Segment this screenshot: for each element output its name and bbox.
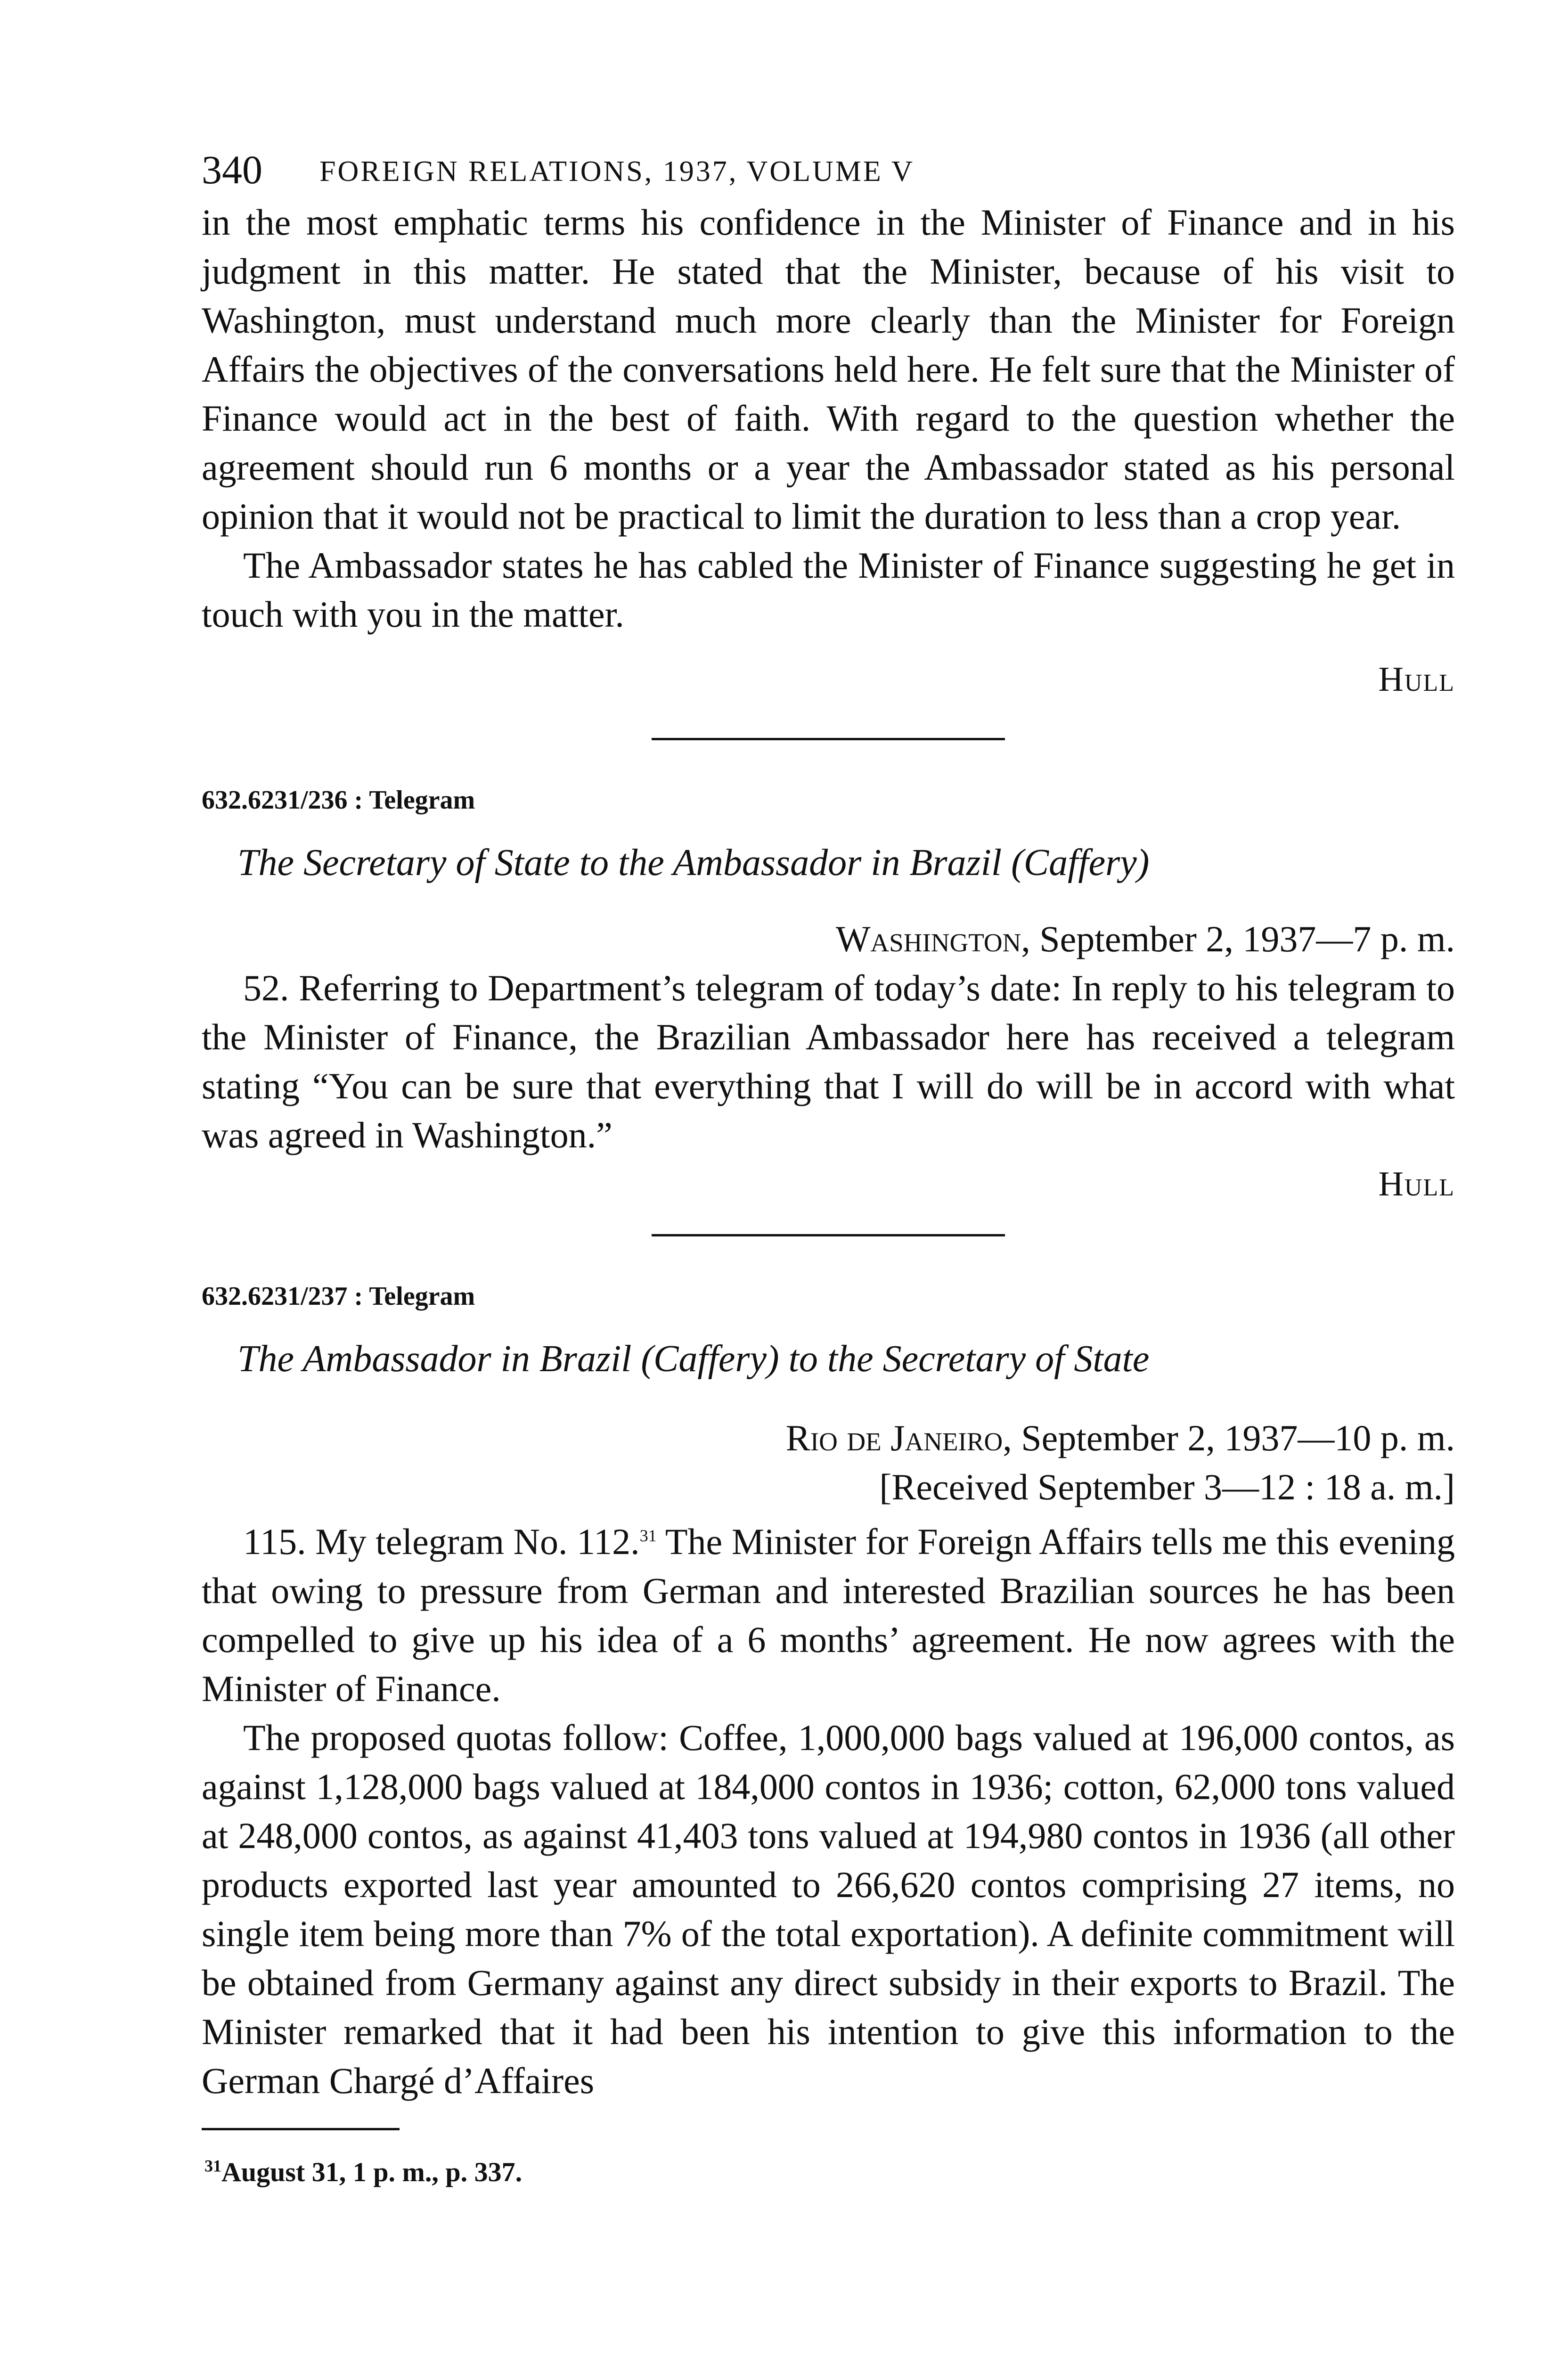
section-divider [652,1234,1005,1236]
dateline-place: Rio de Janeiro [785,1417,1003,1458]
telegram-52-body: 52. Referring to Department’s telegram of today’s date: In reply to his telegram to the Minister of Finance, the Brazilian Ambassador here has received a telegram stating “You can be sure that everything that I will do will be in accord with what was agreed in Washington.” [202,967,1455,1155]
dateline-place: Washington [835,918,1021,959]
document-page [202,146,1455,2216]
footnote-reference: 31 [639,1526,657,1545]
footnote-text: August 31, 1 p. m., p. 337. [221,2157,523,2187]
footnote-divider [202,2128,400,2130]
signature-hull-1: Hull [1378,660,1455,699]
telegram-115-quotas-paragraph: The proposed quotas follow: Coffee, 1,000,000 bags valued at 196,000 contos, as against 1,128,000 bags valued at 184,000 contos in 1936; cotton, 62,000 tons valued at 248,000 contos, as against 41,403 tons valued at 194,980 contos in 1936 (all other products exported last year amounted to 266,620 contos comprising 27 items, no single item being more than 7% of the total exportation). A definite commitment will be obtained from Germany against any direct subsidy in their exports to Brazil. The Minister remarked that it had been his intention to give this information to the German Chargé d’Affaires [202,1717,1455,2101]
telegram-115-body [202,1517,1455,1713]
document-title-secretary-to-ambassador: The Secretary of State to the Ambassador in Brazil (Caffery) [237,842,1150,884]
dateline-received: [Received September 3—12 : 18 a. m.] [879,1466,1455,1507]
dateline-washington [202,915,1455,964]
section-divider [652,738,1005,740]
dateline-date: , September 2, 1937—10 p. m. [1003,1417,1455,1458]
document-title-ambassador-to-secretary: The Ambassador in Brazil (Caffery) to the Secretary of State [237,1338,1150,1380]
page-number: 340 [202,147,262,192]
dateline-sent [202,1414,1455,1463]
continuation-paragraph: in the most emphatic terms his confidence in the Minister of Finance and in his judgment in this matter. He stated that the Minister, because of his visit to Washington, must understand much more clearly than the Minister for Foreign Affairs the objectives of the conversations held here. He felt sure that the Minister of Finance would act in the best of faith. With regard to the question whether the agreement should run 6 months or a year the Ambassador stated as his personal opinion that it would not be practical to limit the duration to less than a crop year. [202,202,1455,537]
dateline-date: , September 2, 1937—7 p. m. [1021,918,1455,959]
footnote-marker: 31 [204,2156,221,2176]
file-reference-236: 632.6231/236 : Telegram [202,785,475,815]
file-reference-237: 632.6231/237 : Telegram [202,1282,475,1311]
signature-hull-2: Hull [1378,1165,1455,1203]
footnote-31 [204,2156,1455,2189]
page-header [202,146,1455,198]
continuation-paragraph-2: The Ambassador states he has cabled the Minister of Finance suggesting he get in touch with you in the matter. [202,545,1455,635]
dateline-rio [202,1414,1455,1512]
telegram-115-opening: 115. My telegram No. 112. [243,1521,640,1562]
running-head: FOREIGN RELATIONS, 1937, VOLUME V [319,155,915,188]
telegram-115-text: The Minister for Foreign Affairs tells me this evening that owing to pressure from German and interested Brazilian sources he has been compelled to give up his idea of a 6 months’ agreement. He now agrees with the Minister of Finance. [202,1521,1455,1709]
